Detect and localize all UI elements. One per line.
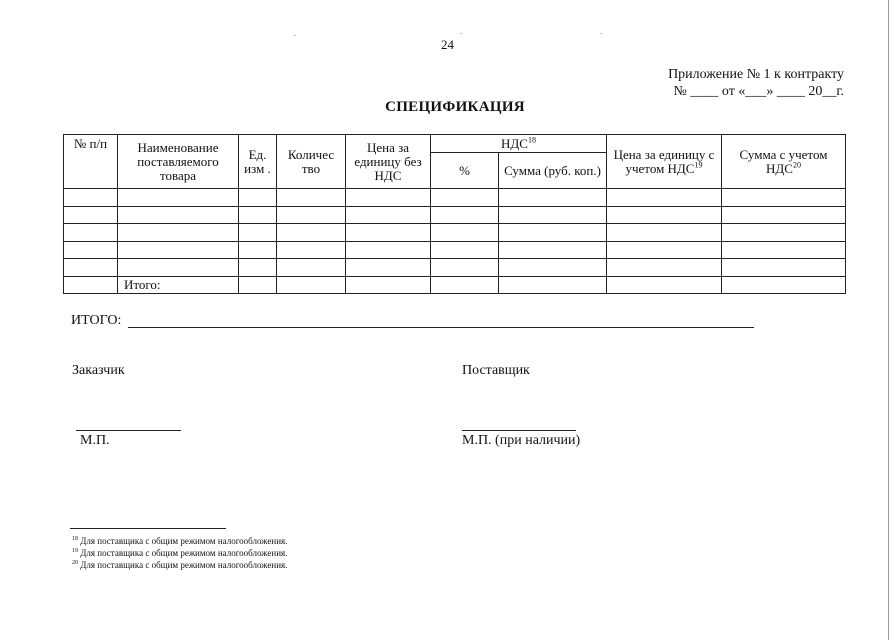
header-qty: Количес тво xyxy=(277,135,346,189)
footnote-item: $^{20}$ Для поставщика с общим режимом налогообложения. xyxy=(72,560,288,570)
header-num: № п/п xyxy=(64,135,118,189)
vat-footnote-ref: 18 xyxy=(527,135,536,145)
header-vat: НДС$^{18}$ xyxy=(431,135,607,153)
sum-footnote-ref: 20 xyxy=(792,160,801,170)
table-row xyxy=(64,189,846,206)
table-row xyxy=(64,206,846,223)
scan-speck xyxy=(460,33,462,34)
footnote-item: $^{19}$ Для поставщика с общим режимом налогообложения. xyxy=(72,548,288,558)
header-vat-percent: % xyxy=(431,153,499,189)
grand-total-line xyxy=(128,327,754,328)
appendix-line-2: № ____ от «___» ____ 20__г. xyxy=(673,84,844,99)
scan-edge xyxy=(888,0,889,640)
scan-speck xyxy=(600,33,602,34)
header-price-no-vat: Цена за единицу без НДС xyxy=(346,135,431,189)
appendix-line-1: Приложение № 1 к контракту xyxy=(668,67,844,82)
header-price-with-vat: Цена за единицу с учетом НДС$^{19}$ xyxy=(607,135,722,189)
footnote-item: $^{18}$ Для поставщика с общим режимом налогообложения. xyxy=(72,536,288,546)
table-total-row xyxy=(64,276,846,293)
page-number: 24 xyxy=(441,37,454,52)
table-row xyxy=(64,241,846,258)
header-vat-sum: Сумма (руб. коп.) xyxy=(499,153,607,189)
table-row xyxy=(64,259,846,276)
footnotes xyxy=(72,535,287,571)
grand-total-label: ИТОГО: xyxy=(71,313,122,328)
table-row xyxy=(64,224,846,241)
footnote-divider xyxy=(70,528,226,529)
appendix-reference xyxy=(668,66,844,100)
specification-table xyxy=(63,134,846,294)
header-sum-with-vat: Сумма с учетом НДС$^{20}$ xyxy=(722,135,846,189)
customer-stamp-label: М.П. xyxy=(80,433,110,448)
header-unit: Ед. изм . xyxy=(239,135,277,189)
price-footnote-ref: 19 xyxy=(694,160,703,170)
supplier-stamp-label: М.П. (при наличии) xyxy=(462,433,581,448)
header-name: Наименование поставляемого товара xyxy=(118,135,239,189)
customer-signature-line xyxy=(76,430,181,431)
supplier-signature-line xyxy=(462,430,576,431)
supplier-label: Поставщик xyxy=(462,363,530,378)
scan-speck xyxy=(294,35,296,36)
total-row-label: Итого: xyxy=(118,276,239,293)
document-title: СПЕЦИФИКАЦИЯ xyxy=(385,99,525,115)
customer-label: Заказчик xyxy=(72,363,125,378)
